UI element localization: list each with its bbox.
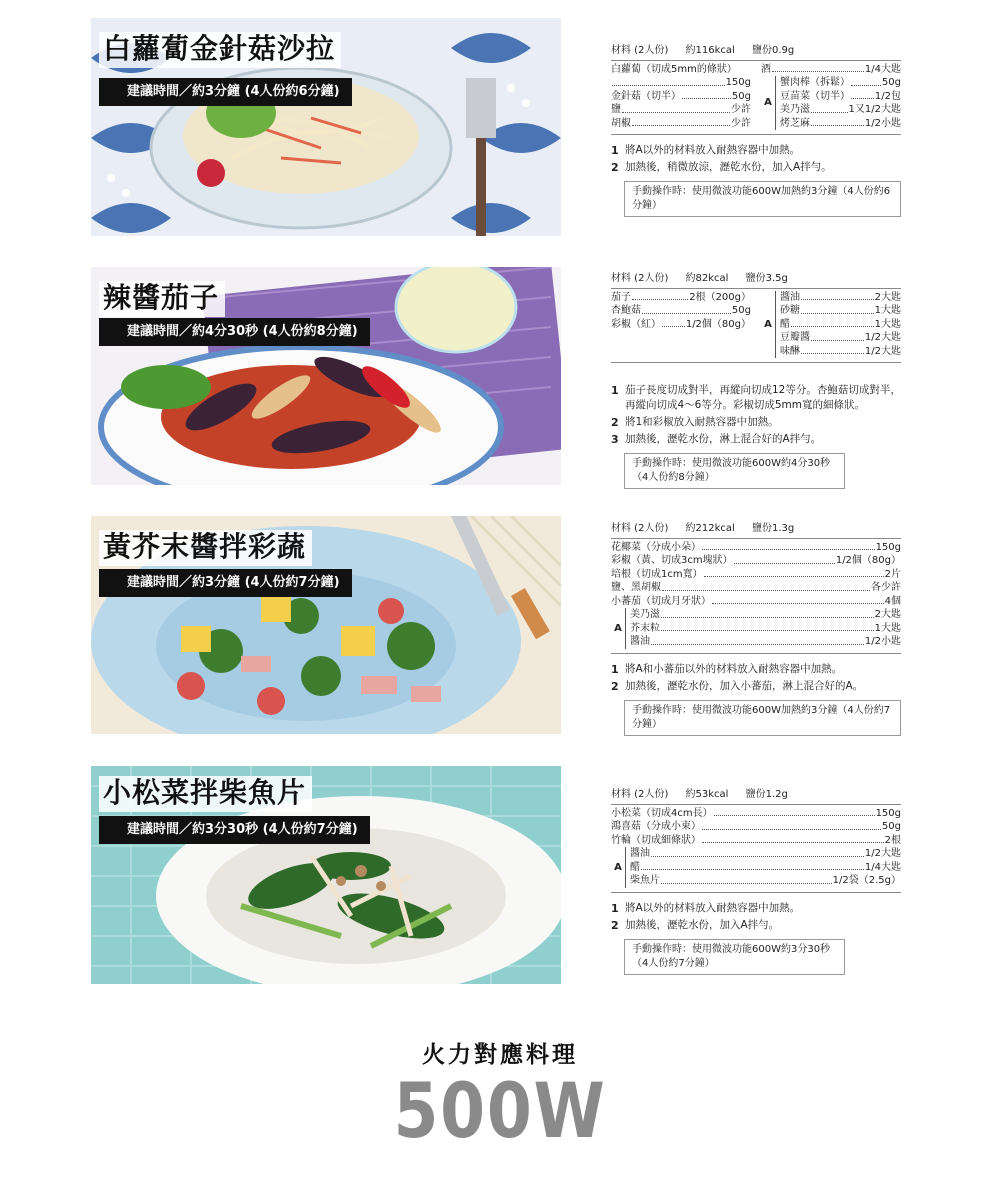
- ingredient-row: 芥末粒 1大匙: [630, 622, 901, 634]
- manual-note: 手動操作時：使用微波功能600W約3分30秒（4人份約7分鐘）: [624, 939, 845, 975]
- ingredient-row: 豆苗菜（切半） 1/2包: [780, 90, 901, 102]
- serving: 材料 (2人份): [611, 523, 669, 534]
- kcal: 約212kcal: [685, 523, 735, 534]
- ingredient-row: 美乃滋 2大匙: [630, 609, 901, 620]
- ingredient-row: 彩椒（紅） 1/2個（80g）: [611, 318, 751, 330]
- ingredient-row: 胡椒 少許: [611, 117, 751, 129]
- materials-header: [611, 44, 901, 61]
- seasoning-group-a: [761, 291, 901, 359]
- ingredient-row: 鴻喜菇（分成小束） 50g: [611, 821, 901, 832]
- ingredient-row: 小松菜（切成4cm長） 150g: [611, 807, 901, 819]
- seasoning-group-a: [611, 608, 901, 649]
- ingredient-row: 醬油 1/2大匙: [630, 848, 901, 859]
- recipe-title: 白蘿蔔金針菇沙拉: [99, 32, 341, 68]
- step: 2 加熱後，瀝乾水份，加入小蕃茄，淋上混合好的A。: [611, 679, 864, 693]
- recipe-info: [611, 522, 901, 736]
- kcal: 約53kcal: [685, 789, 729, 800]
- ingredient-row: 豆瓣醬 1/2大匙: [780, 332, 901, 343]
- manual-note: 手動操作時：使用微波功能600W約4分30秒（4人份約8分鐘）: [624, 453, 845, 489]
- step: 1 將A和小蕃茄以外的材料放入耐熱容器中加熱。: [611, 662, 843, 676]
- salt: 鹽份3.5g: [745, 273, 788, 284]
- footer-subtitle: 火力對應料理: [422, 1042, 578, 1068]
- ingredient-row: 烤芝麻 1/2小匙: [780, 117, 901, 129]
- recipe-info: [611, 44, 901, 217]
- recipe-title: 辣醬茄子: [99, 281, 225, 317]
- kcal: 約116kcal: [685, 45, 735, 56]
- ingredient-row: 醬油 2大匙: [780, 291, 901, 303]
- step: 2 加熱後，稍微放涼，瀝乾水份，加入A拌勻。: [611, 161, 832, 174]
- ingredient-list: [611, 541, 901, 649]
- ingredient-list-right: [761, 291, 901, 359]
- recipe-title: 小松菜拌柴魚片: [99, 776, 312, 812]
- recipe-info: [611, 788, 901, 975]
- step: 1 將A以外的材料放入耐熱容器中加熱。: [611, 144, 801, 157]
- materials-header: [611, 522, 901, 539]
- ingredient-row: 蟹肉棒（拆鬆） 50g: [780, 77, 901, 88]
- manual-note: 手動操作時：使用微波功能600W加熱約3分鐘（4人份約7分鐘）: [624, 700, 901, 736]
- ingredient-row: 醋 1/4大匙: [630, 861, 901, 873]
- group-label: A: [614, 861, 622, 873]
- steps: [611, 901, 901, 933]
- ingredient-row: 茄子 2根（200g）: [611, 291, 751, 303]
- time-bar: 建議時間／約4分30秒 (4人份約8分鐘): [99, 318, 370, 346]
- steps: [611, 662, 901, 694]
- recipe-info: [611, 272, 901, 489]
- ingredient-row: 美乃滋 1又1/2大匙: [780, 104, 901, 115]
- step: 2 加熱後，瀝乾水份，加入A拌勻。: [611, 918, 780, 932]
- salt: 鹽份1.2g: [745, 789, 788, 800]
- group-label: A: [764, 318, 772, 330]
- ingredient-row: 小蕃茄（切成月牙狀） 4個: [611, 595, 901, 607]
- ingredient-row: 醋 1大匙: [780, 318, 901, 330]
- step: 1 茄子長度切成對半，再縱向切成12等分。杏鮑菇切成對半，再縱向切成4～6等分。彩椒切成5mm寬的細條狀。: [611, 384, 901, 411]
- step: 2 將1和彩椒放入耐熱容器中加熱。: [611, 416, 779, 429]
- seasoning-group-a: [611, 847, 901, 888]
- manual-note: 手動操作時：使用微波功能600W加熱約3分鐘（4人份約6分鐘）: [624, 181, 901, 217]
- serving: 材料 (2人份): [611, 45, 669, 56]
- seasoning-group-a: [761, 76, 901, 130]
- ingredient-row: 白蘿蔔（切成5mm的條狀）: [611, 63, 737, 75]
- ingredient-list: [611, 807, 901, 888]
- time-bar: 建議時間／約3分30秒 (4人份約7分鐘): [99, 816, 370, 844]
- ingredient-list: [611, 63, 751, 131]
- salt: 鹽份1.3g: [752, 523, 795, 534]
- serving: 材料 (2人份): [611, 273, 669, 284]
- ingredient-row: 金針菇（切半） 50g: [611, 90, 751, 102]
- ingredient-row: 彩椒（黃、切成3cm塊狀） 1/2個（80g）: [611, 555, 901, 566]
- materials-header: [611, 788, 901, 805]
- ingredient-list: [611, 291, 751, 359]
- group-label: A: [764, 97, 772, 109]
- step: 1 將A以外的材料放入耐熱容器中加熱。: [611, 901, 801, 915]
- ingredient-row: 鹽 少許: [611, 104, 751, 115]
- recipe-title: 黃芥末醬拌彩蔬: [99, 530, 312, 566]
- ingredient-row: 杏鮑菇 50g: [611, 305, 751, 316]
- ingredient-row: 砂糖 1大匙: [780, 305, 901, 316]
- step: 3 加熱後，瀝乾水份，淋上混合好的A拌勻。: [611, 433, 822, 446]
- ingredient-row: 醬油 1/2小匙: [630, 636, 901, 647]
- power-label: 500W: [393, 1066, 607, 1155]
- steps: [611, 143, 901, 175]
- time-bar: 建議時間／約3分鐘 (4人份約7分鐘): [99, 569, 352, 597]
- ingredient-list-right: [761, 63, 901, 131]
- serving: 材料 (2人份): [611, 789, 669, 800]
- ingredient-row: 柴魚片 1/2袋（2.5g）: [630, 875, 901, 886]
- ingredient-row: 鹽、黑胡椒 各少許: [611, 582, 901, 593]
- ingredient-row: 味醂 1/2大匙: [780, 345, 901, 357]
- materials-header: [611, 272, 901, 289]
- ingredient-row: 培根（切成1cm寬） 2片: [611, 568, 901, 580]
- kcal: 約82kcal: [685, 273, 729, 284]
- time-bar: 建議時間／約3分鐘 (4人份約6分鐘): [99, 78, 352, 106]
- ingredient-row: 酒 1/4大匙: [761, 63, 901, 75]
- ingredient-row: 花椰菜（分成小朵） 150g: [611, 541, 901, 553]
- group-label: A: [614, 622, 622, 634]
- ingredient-row: 150g: [611, 76, 751, 90]
- salt: 鹽份0.9g: [752, 45, 795, 56]
- steps: [611, 383, 901, 447]
- ingredient-row: 竹輪（切成細條狀） 2根: [611, 834, 901, 846]
